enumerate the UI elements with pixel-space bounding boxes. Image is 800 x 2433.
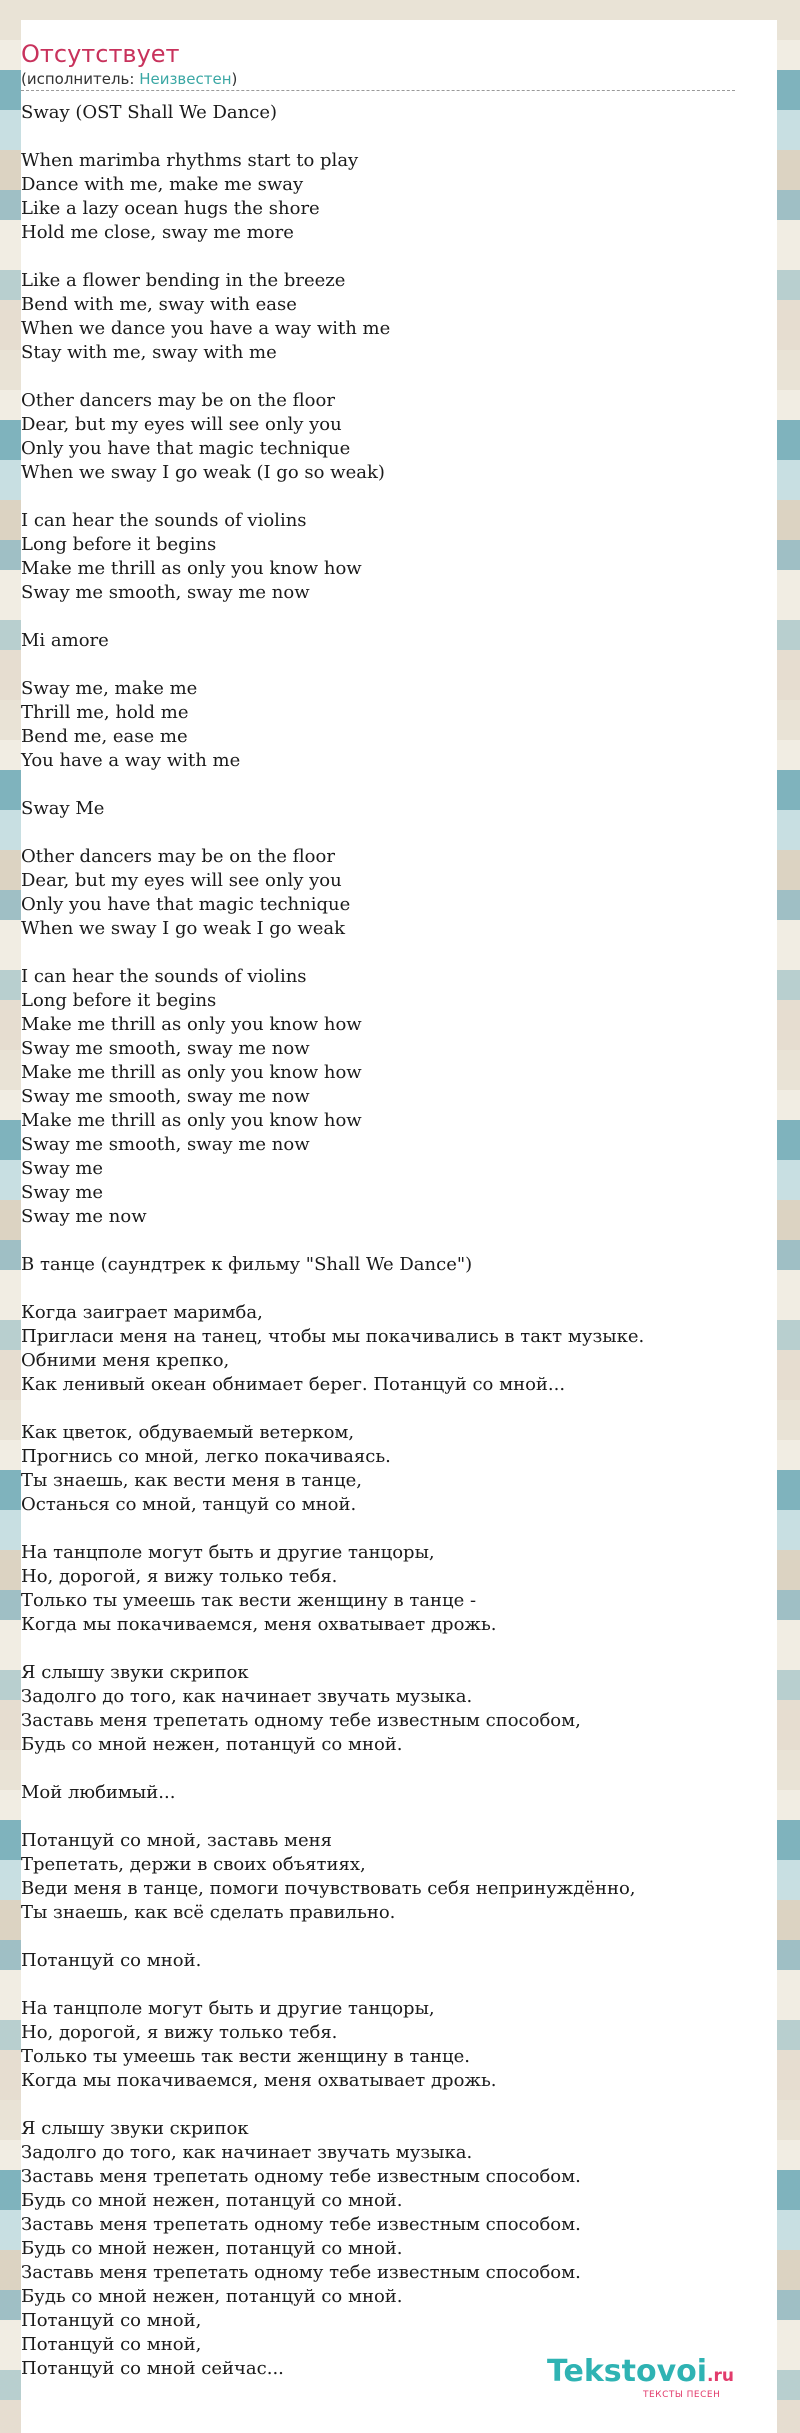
- lyrics-stanza: [21, 1421, 741, 1517]
- lyrics-line: Sway me: [21, 1158, 104, 1179]
- lyrics-line: Long before it begins: [21, 990, 217, 1011]
- lyrics-line: Sway (OST Shall We Dance): [21, 102, 278, 123]
- song-title: Отсутствует: [21, 40, 180, 68]
- lyrics-line: When we sway I go weak I go weak: [21, 918, 346, 939]
- lyrics-line: Bend with me, sway with ease: [21, 294, 297, 315]
- lyrics-line: Like a flower bending in the breeze: [21, 270, 346, 291]
- lyrics-line: Но, дорогой, я вижу только тебя.: [21, 1566, 338, 1587]
- artist-link[interactable]: Неизвестен: [139, 70, 232, 88]
- lyrics-stanza: [21, 1781, 741, 1805]
- lyrics-line: Пригласи меня на танец, чтобы мы покачивались в такт музыке.: [21, 1326, 645, 1347]
- lyrics-line: Ты знаешь, как вести меня в танце,: [21, 1470, 362, 1491]
- artist-line: [21, 72, 237, 87]
- lyrics-line: На танцполе могут быть и другие танцоры,: [21, 1542, 435, 1563]
- lyrics-line: Потанцуй со мной сейчас...: [21, 2358, 284, 2379]
- lyrics-stanza: [21, 269, 741, 365]
- lyrics-stanza: [21, 797, 741, 821]
- lyrics-stanza: [21, 101, 741, 125]
- lyrics-line: Sway me: [21, 1182, 104, 1203]
- lyrics-stanza: [21, 629, 741, 653]
- logo-name: Tekstovoi: [547, 2354, 708, 2389]
- lyrics-line: Make me thrill as only you know how: [21, 1014, 362, 1035]
- lyrics-line: Прогнись со мной, легко покачиваясь.: [21, 1446, 391, 1467]
- lyrics-line: Dear, but my eyes will see only you: [21, 870, 342, 891]
- lyrics-line: Заставь меня трепетать одному тебе известным способом.: [21, 2166, 581, 2187]
- lyrics-line: When we dance you have a way with me: [21, 318, 391, 339]
- lyrics-line: Sway me smooth, sway me now: [21, 1086, 310, 1107]
- lyrics-line: В танце (саундтрек к фильму "Shall We Dance"): [21, 1254, 473, 1275]
- lyrics-line: Но, дорогой, я вижу только тебя.: [21, 2022, 338, 2043]
- lyrics-line: Hold me close, sway me more: [21, 222, 294, 243]
- lyrics-line: Потанцуй со мной, заставь меня: [21, 1830, 333, 1851]
- lyrics-line: Dance with me, make me sway: [21, 174, 304, 195]
- lyrics-line: Mi amore: [21, 630, 109, 651]
- lyrics-line: Sway me smooth, sway me now: [21, 582, 310, 603]
- lyrics-line: Как цветок, обдуваемый ветерком,: [21, 1422, 355, 1443]
- logo-tagline: ТЕКСТЫ ПЕСЕН: [643, 2390, 721, 2400]
- lyrics-line: Будь со мной нежен, потанцуй со мной.: [21, 2190, 403, 2211]
- lyrics-line: Потанцуй со мной,: [21, 2310, 202, 2331]
- lyrics-stanza: [21, 149, 741, 245]
- lyrics-line: Other dancers may be on the floor: [21, 846, 335, 867]
- lyrics-line: Как ленивый океан обнимает берег. Потанцуй со мной...: [21, 1374, 566, 1395]
- lyrics-line: Thrill me, hold me: [21, 702, 189, 723]
- lyrics-line: Будь со мной нежен, потанцуй со мной.: [21, 2238, 403, 2259]
- lyrics-line: You have a way with me: [21, 750, 241, 771]
- lyrics-line: Dear, but my eyes will see only you: [21, 414, 342, 435]
- lyrics-line: Только ты умеешь так вести женщину в танце.: [21, 2046, 470, 2067]
- lyrics-line: When we sway I go weak (I go so weak): [21, 462, 385, 483]
- lyrics-line: Sway Me: [21, 798, 105, 819]
- lyrics-line: Трепетать, держи в своих объятиях,: [21, 1854, 366, 1875]
- lyrics-line: Ты знаешь, как всё сделать правильно.: [21, 1902, 396, 1923]
- lyrics-line: Я слышу звуки скрипок: [21, 1662, 249, 1683]
- lyrics-line: Я слышу звуки скрипок: [21, 2118, 249, 2139]
- lyrics-stanza: [21, 2117, 741, 2381]
- site-logo[interactable]: [547, 2354, 757, 2407]
- lyrics-line: Только ты умеешь так вести женщину в танце -: [21, 1590, 477, 1611]
- lyrics-line: Sway me, make me: [21, 678, 198, 699]
- lyrics-line: Make me thrill as only you know how: [21, 1110, 362, 1131]
- lyrics-text: [21, 101, 741, 2381]
- lyrics-line: Sway me smooth, sway me now: [21, 1038, 310, 1059]
- lyrics-line: Bend me, ease me: [21, 726, 188, 747]
- lyrics-line: Когда мы покачиваемся, меня охватывает дрожь.: [21, 1614, 497, 1635]
- lyrics-line: Only you have that magic technique: [21, 438, 351, 459]
- lyrics-line: Only you have that magic technique: [21, 894, 351, 915]
- lyrics-line: Обними меня крепко,: [21, 1350, 230, 1371]
- lyrics-line: Sway me now: [21, 1206, 147, 1227]
- lyrics-line: I can hear the sounds of violins: [21, 966, 307, 987]
- lyrics-line: Like a lazy ocean hugs the shore: [21, 198, 320, 219]
- lyrics-line: Потанцуй со мной,: [21, 2334, 202, 2355]
- lyrics-line: I can hear the sounds of violins: [21, 510, 307, 531]
- artist-suffix: ): [231, 70, 238, 88]
- lyrics-line: Будь со мной нежен, потанцуй со мной.: [21, 1734, 403, 1755]
- lyrics-line: Other dancers may be on the floor: [21, 390, 335, 411]
- lyrics-line: Long before it begins: [21, 534, 217, 555]
- lyrics-stanza: [21, 965, 741, 1229]
- logo-wordmark: [547, 2354, 734, 2389]
- lyrics-line: Будь со мной нежен, потанцуй со мной.: [21, 2286, 403, 2307]
- lyrics-line: Заставь меня трепетать одному тебе известным способом.: [21, 2262, 581, 2283]
- lyrics-line: Задолго до того, как начинает звучать музыка.: [21, 1686, 473, 1707]
- lyrics-stanza: [21, 389, 741, 485]
- lyrics-line: Make me thrill as only you know how: [21, 558, 362, 579]
- lyrics-stanza: [21, 1253, 741, 1277]
- lyrics-stanza: [21, 1997, 741, 2093]
- lyrics-stanza: [21, 1829, 741, 1925]
- lyrics-line: Заставь меня трепетать одному тебе известным способом.: [21, 2214, 581, 2235]
- lyrics-line: Задолго до того, как начинает звучать музыка.: [21, 2142, 473, 2163]
- lyrics-stanza: [21, 845, 741, 941]
- artist-prefix: (исполнитель:: [21, 70, 140, 88]
- lyrics-line: Останься со мной, танцуй со мной.: [21, 1494, 357, 1515]
- lyrics-line: Заставь меня трепетать одному тебе известным способом,: [21, 1710, 581, 1731]
- lyrics-line: Когда мы покачиваемся, меня охватывает дрожь.: [21, 2070, 497, 2091]
- lyrics-line: Мой любимый...: [21, 1782, 176, 1803]
- lyrics-line: When marimba rhythms start to play: [21, 150, 359, 171]
- logo-domain: .ru: [707, 2366, 734, 2386]
- lyrics-stanza: [21, 1661, 741, 1757]
- lyrics-stanza: [21, 1541, 741, 1637]
- lyrics-line: Sway me smooth, sway me now: [21, 1134, 310, 1155]
- song-header: [21, 20, 735, 92]
- lyrics-stanza: [21, 1301, 741, 1397]
- lyrics-line: Потанцуй со мной.: [21, 1950, 202, 1971]
- lyrics-line: Когда заиграет маримба,: [21, 1302, 263, 1323]
- lyrics-line: Stay with me, sway with me: [21, 342, 277, 363]
- header-divider: [21, 90, 735, 91]
- lyrics-line: Веди меня в танце, помоги почувствовать себя непринуждённо,: [21, 1878, 636, 1899]
- lyrics-line: На танцполе могут быть и другие танцоры,: [21, 1998, 435, 2019]
- lyrics-stanza: [21, 1949, 741, 1973]
- lyrics-line: Make me thrill as only you know how: [21, 1062, 362, 1083]
- lyrics-stanza: [21, 677, 741, 773]
- lyrics-stanza: [21, 509, 741, 605]
